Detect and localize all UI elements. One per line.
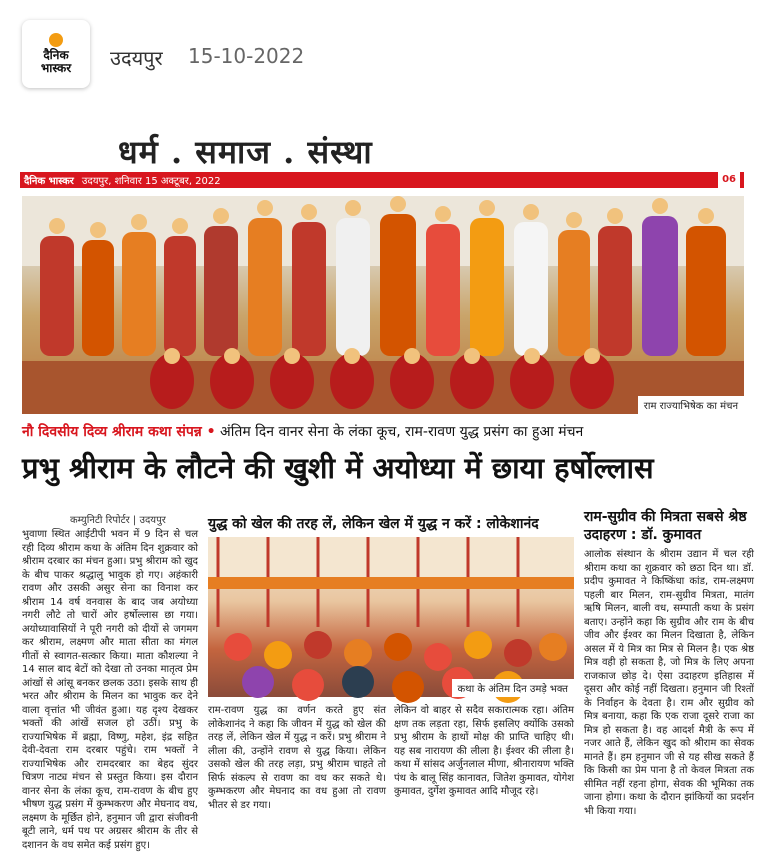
page-number: 06 — [718, 172, 740, 188]
edition-city[interactable]: उदयपुर — [110, 46, 163, 70]
main-photo — [22, 196, 744, 414]
main-photo-caption: राम राज्याभिषेक का मंचन — [638, 396, 744, 414]
crowd-scene-illustration — [208, 537, 574, 697]
stage-scene-illustration — [22, 196, 744, 414]
masthead-strip — [20, 172, 744, 188]
section-title: धर्म . समाज . संस्था — [118, 133, 373, 171]
strip-brand: दैनिक भास्कर — [24, 176, 74, 187]
article-column-2: राम-रावण युद्ध का वर्णन करते हुए संत लोकेशानंद ने कहा कि जीवन में युद्ध को खेल की तरह लें, लेकिन खेल में युद्ध न करें। प्रभु श्रीराम ने लीला की, उन्होंने रावण से युद्ध किया। लेकिन उसको खेल की तरह लड़ा, प्रभु श्रीराम चाहते तो सिर्फ संकल्प से रावण का वध कर सकते थे। कुम्भकरण और मेघनाद का वध हुआ तो रावण भीतर से डर गया। — [208, 705, 386, 811]
article-column-1: भुवाणा स्थित आईटीपी भवन में 9 दिन से चल रही दिव्य श्रीराम कथा के अंतिम दिन शुक्रवार को श्रीराम दरबार का मंचन हुआ। प्रभु श्रीराम को खुद के बीच पाकर श्रद्धालु भावुक हो गए। अहंकारी रावण और उसकी असुर सेना का विनाश कर श्रीराम 14 वर्ष वनवास के बाद जब अयोध्या नगरी लौटे तो चारों ओर हर्षोल्लास छा गया। अयोध्यावासियों ने पूरी नगरी को दीयों से जगमग कर श्रीराम, लक्ष्मण और माता सीता का मंगल गीतों से स्वागत-सत्कार किया। माता कौशल्या ने 14 साल बाद बेटों को देखा तो उनका मातृत्व प्रेम आंखों से आंसू बनकर छलक उठा। इसके साथ ही भरत और श्रीराम के मिलन का भावुक कर देने वाला वृत्तांत भी जीवंत हुआ। यह दृश्य देखकर भक्तों की आंखें सजल हो उठीं। प्रभु के राज्याभिषेक में ब्रह्मा, विष्णु, महेश, इंद्र सहित देवी-देवता राम दरबार पहुंचे। राम भक्तों ने राज्याभिषेक और रामदरबार का बेहद सुंदर चित्रण नाट्य मंचन से प्रस्तुत किया। इस दौरान वानर सेना के लंका कूच, राम-रावण के बीच हुए भीषण युद्ध प्रसंग में कुम्भकरण और मेघनाद वध, लक्ष्मण के मूर्छित होने, हनुमान जी द्वारा संजीवनी बूटी लाने, धर्म पथ पर अग्रसर श्रीराम के तीर से दशानन के वध समेत कई प्रसंग हुए। — [22, 529, 198, 851]
substory-3-headline: राम-सुग्रीव की मित्रता सबसे श्रेष्ठ उदाहरण : डॉ. कुमावत — [584, 509, 747, 543]
article-byline: कम्युनिटी रिपोर्टर | उदयपुर — [70, 515, 166, 526]
sun-icon — [49, 33, 63, 47]
article-column-4: आलोक संस्थान के श्रीराम उद्यान में चल रही श्रीराम कथा का शुक्रवार को छठा दिन था। डॉ. प्रदीप कुमावत ने किष्किंधा कांड, राम-लक्ष्मण पहली बार मिलन, राम-सुग्रीव मित्रता, मातंग ऋषि मिलन, बाली वध, सम्पाती कथा के प्रसंग बताए। उन्होंने कहा कि सुग्रीव और राम के बीच जीव और ईश्वर का मिलन दिखाता है, लेकिन असल में ये मित्र का मित्र से मिलन है। एक श्रेष्ठ मित्र वही हो सकता है, जो मित्र के लिए अपना राजकाज छोड़ दे। ऐसा उदाहरण इतिहास में दूसरा और कोई नहीं दिखता। हनुमान जी रिश्तों के निर्वाहन के देवता है। राम और सुग्रीव को मित्र बनाया, कहा कि एक राजा दूसरे राजा का मित्र हो सकता है। वह आदर्श मैत्री के रूप में नजर आते हैं, लेकिन खुद को श्रीराम का सेवक मानते हैं। हम हनुमान जी से यह सीख सकते हैं कि किसी का प्रेम पाना है तो केवल मित्रता तक सीमित नहीं रहना होगा, सेवक की भूमिका तक जाना होगा। कथा के दौरान झांकियों का प्रदर्शन भी किया गया। — [584, 549, 754, 817]
dainik-bhaskar-logo[interactable] — [22, 20, 90, 88]
strip-info: उदयपुर, शनिवार 15 अक्टूबर, 2022 — [81, 176, 221, 187]
kicker-highlight: नौ दिवसीय दिव्य श्रीराम कथा संपन्न • — [22, 424, 216, 440]
substory-2-headline: युद्ध को खेल की तरह लें, लेकिन खेल में युद्ध न करें : लोकेशानंद — [208, 516, 539, 532]
edition-date[interactable]: 15-10-2022 — [188, 44, 305, 68]
article-column-3: लेकिन वो बाहर से सदैव सकारात्मक रहा। अंतिम क्षण तक लड़ता रहा, सिर्फ इसलिए क्योंकि उसको प्रभु श्रीराम के हाथों मोक्ष की प्राप्ति चाहिए थी। यह सब नारायण की लीला है। ईश्वर की लीला है। कथा में सांसद अर्जुनलाल मीणा, श्रीनारायण भक्ति पंथ के बालू सिंह कानावत, जितेश कुमावत, योगेश कुमावत, दुर्गेश कुमावत आदि मौजूद रहे। — [394, 705, 574, 797]
crowd-photo-caption: कथा के अंतिम दिन उमड़े भक्त — [452, 679, 575, 697]
logo-line-1: दैनिक — [43, 48, 69, 62]
app-header — [0, 0, 768, 100]
logo-line-2: भास्कर — [40, 61, 72, 75]
article-kicker — [22, 423, 744, 441]
article-headline: प्रभु श्रीराम के लौटने की खुशी में अयोध्या में छाया हर्षोल्लास — [22, 451, 654, 485]
crowd-photo — [208, 537, 574, 697]
kicker-text: अंतिम दिन वानर सेना के लंका कूच, राम-रावण युद्ध प्रसंग का हुआ मंचन — [215, 424, 584, 440]
